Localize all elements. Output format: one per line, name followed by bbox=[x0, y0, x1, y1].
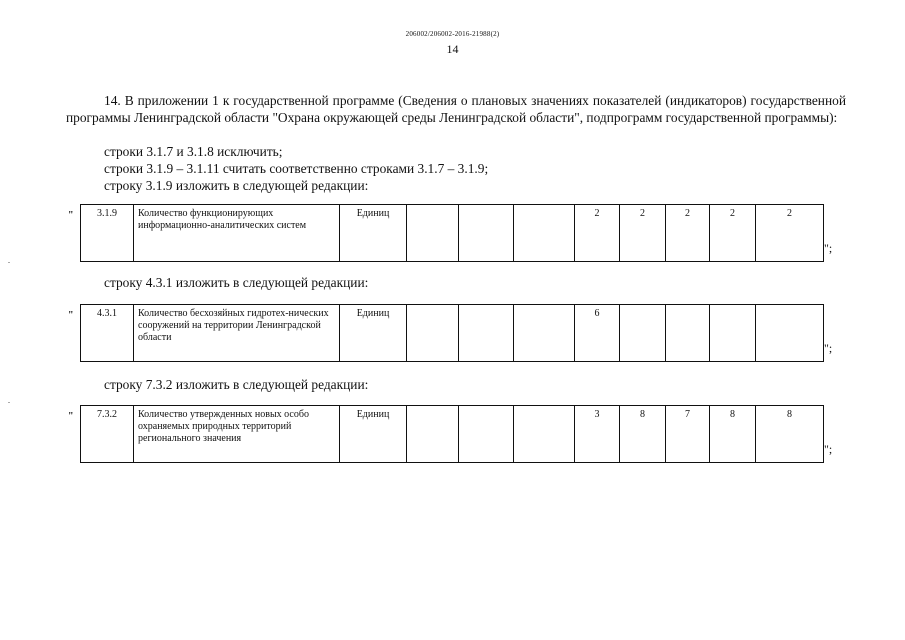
instruction-line-3: строку 3.1.9 изложить в следующей редакции: bbox=[104, 178, 369, 193]
unit-cell: Единиц bbox=[340, 406, 407, 463]
row-number-cell: 7.3.2 bbox=[81, 406, 134, 463]
value-cell bbox=[666, 305, 710, 362]
document-code: 206002/206002-2016-21988(2) bbox=[405, 30, 500, 38]
value-cell: 8 bbox=[710, 406, 756, 463]
indicator-name-cell: Количество функционирующих информационно-аналитических систем bbox=[134, 205, 340, 262]
value-cell bbox=[407, 305, 459, 362]
indicator-table-3-1-9 bbox=[80, 204, 824, 262]
value-cell bbox=[459, 305, 514, 362]
instruction-line-2: строки 3.1.9 – 3.1.11 считать соответственно строками 3.1.7 – 3.1.9; bbox=[104, 161, 489, 176]
close-quote-2: "; bbox=[824, 341, 833, 355]
open-quote-3: " bbox=[68, 411, 74, 422]
value-cell bbox=[756, 305, 824, 362]
indicator-name-cell: Количество бесхозяйных гидротех-нических сооружений на территории Ленинградской области bbox=[134, 305, 340, 362]
value-cell bbox=[514, 406, 575, 463]
close-quote-1: "; bbox=[824, 241, 833, 255]
value-cell: 3 bbox=[575, 406, 620, 463]
open-quote-1: " bbox=[68, 210, 74, 221]
scan-margin-mark bbox=[8, 262, 10, 263]
value-cell bbox=[620, 305, 666, 362]
value-cell bbox=[514, 305, 575, 362]
table-row bbox=[81, 305, 824, 362]
table-row bbox=[81, 205, 824, 262]
paragraph-text: 14. В приложении 1 к государственной программе (Сведения о плановых значениях показателей (индикаторов) государственной программы Ленинградской области "Охрана окружающей среды Ленинградской области", подпрограмм государственной программы): bbox=[66, 93, 846, 125]
value-cell: 8 bbox=[756, 406, 824, 463]
value-cell: 2 bbox=[620, 205, 666, 262]
close-quote-3: "; bbox=[824, 442, 833, 456]
value-cell: 8 bbox=[620, 406, 666, 463]
value-cell bbox=[514, 205, 575, 262]
amendment-paragraph bbox=[66, 92, 846, 126]
value-cell: 7 bbox=[666, 406, 710, 463]
scan-margin-mark bbox=[8, 402, 10, 403]
indicator-table-4-3-1 bbox=[80, 304, 824, 362]
value-cell: 2 bbox=[710, 205, 756, 262]
instruction-line-1: строки 3.1.7 и 3.1.8 исключить; bbox=[104, 144, 283, 159]
value-cell bbox=[710, 305, 756, 362]
instruction-line-5: строку 7.3.2 изложить в следующей редакции: bbox=[104, 377, 369, 392]
value-cell: 2 bbox=[575, 205, 620, 262]
value-cell bbox=[459, 406, 514, 463]
row-number-cell: 3.1.9 bbox=[81, 205, 134, 262]
indicator-table-7-3-2 bbox=[80, 405, 824, 463]
instruction-line-4: строку 4.3.1 изложить в следующей редакции: bbox=[104, 275, 369, 290]
value-cell: 2 bbox=[756, 205, 824, 262]
indicator-name-cell: Количество утвержденных новых особо охраняемых природных территорий регионального значения bbox=[134, 406, 340, 463]
value-cell: 2 bbox=[666, 205, 710, 262]
page-number: 14 bbox=[446, 42, 459, 56]
row-number-cell: 4.3.1 bbox=[81, 305, 134, 362]
table-row bbox=[81, 406, 824, 463]
unit-cell: Единиц bbox=[340, 305, 407, 362]
unit-cell: Единиц bbox=[340, 205, 407, 262]
value-cell: 6 bbox=[575, 305, 620, 362]
value-cell bbox=[459, 205, 514, 262]
value-cell bbox=[407, 406, 459, 463]
open-quote-2: " bbox=[68, 310, 74, 321]
value-cell bbox=[407, 205, 459, 262]
